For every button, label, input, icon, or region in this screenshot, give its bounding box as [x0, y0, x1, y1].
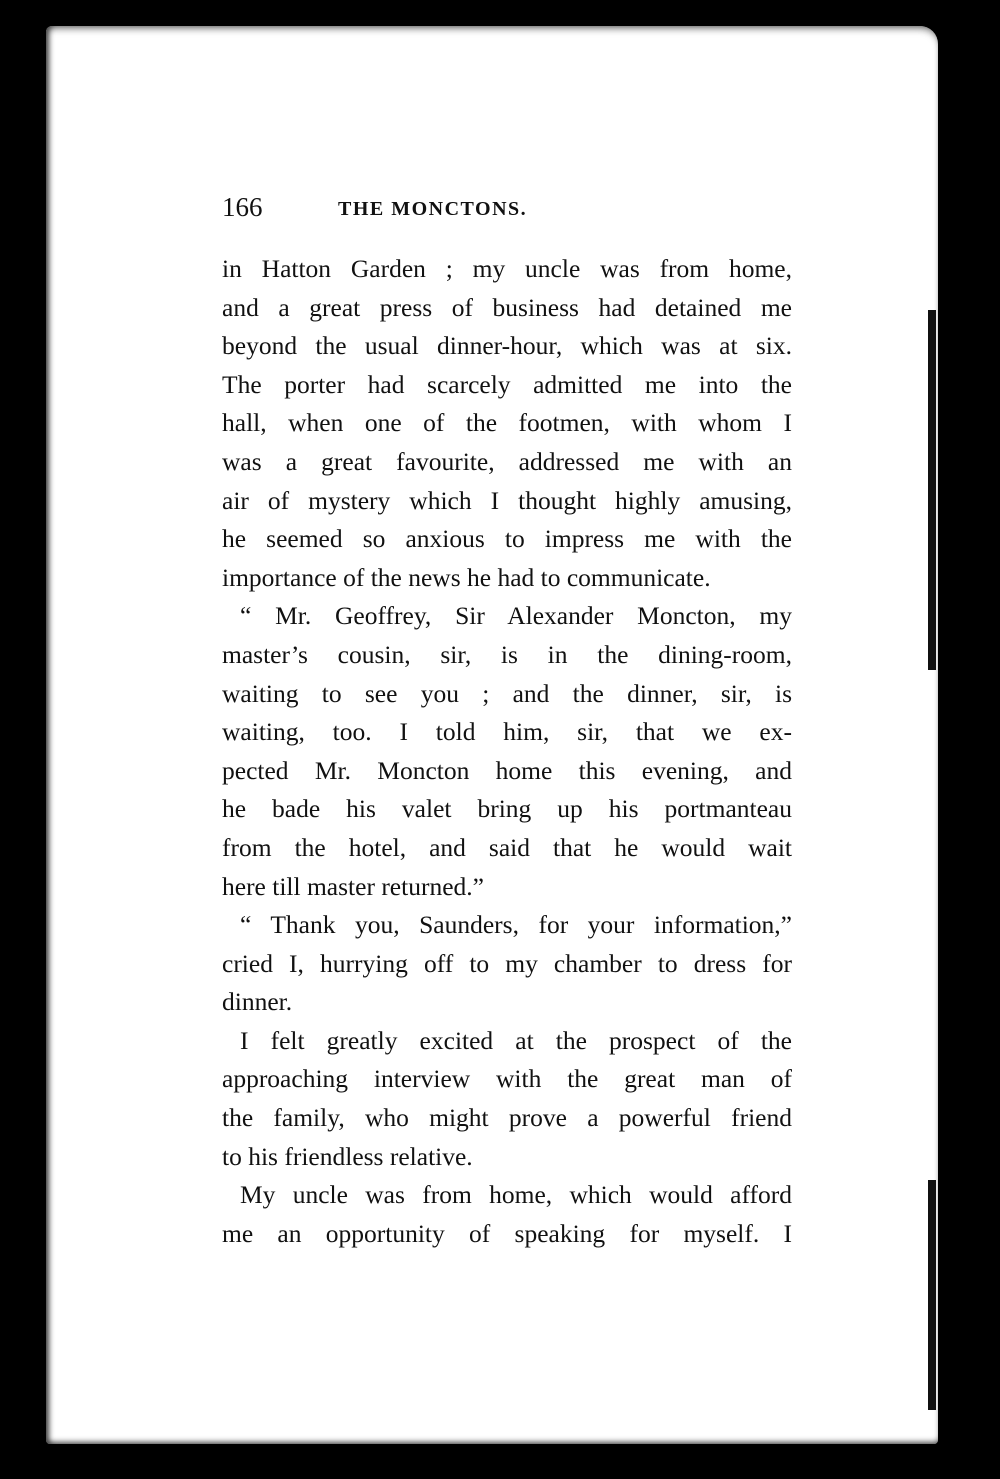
running-title: THE MONCTONS. [338, 198, 528, 220]
text-line: the family, who might prove a powerful friend [222, 1103, 792, 1133]
paragraph [222, 906, 792, 1022]
scan-border [955, 0, 1000, 1479]
text-line: My uncle was from home, which would afford [240, 1180, 792, 1210]
paragraph [222, 1022, 792, 1176]
text-line: in Hatton Garden ; my uncle was from home, [222, 254, 792, 283]
page-number: 166 [222, 192, 263, 222]
text-line: and a great press of business had detained me [222, 292, 792, 322]
paragraph [222, 597, 792, 906]
text-line: me an opportunity of speaking for myself. I [222, 1218, 792, 1248]
page-header [222, 192, 792, 226]
text-line: beyond the usual dinner-hour, which was at six. [222, 331, 792, 361]
text-line: waiting to see you ; and the dinner, sir, is [222, 678, 792, 708]
text-line: was a great favourite, addressed me with an [222, 446, 792, 476]
body-text [222, 250, 792, 1253]
text-line: hall, when one of the footmen, with whom I [222, 408, 792, 438]
text-line: The porter had scarcely admitted me into the [222, 369, 792, 399]
text-line: importance of the news he had to communicate. [222, 562, 711, 592]
scan-edge-shadow [928, 1180, 936, 1410]
text-line: dinner. [222, 987, 293, 1017]
text-line: I felt greatly excited at the prospect of the [240, 1025, 792, 1055]
text-line: approaching interview with the great man of [222, 1064, 792, 1094]
text-line: to his friendless relative. [222, 1141, 473, 1171]
text-line: cried I, hurrying off to my chamber to dress for [222, 948, 792, 978]
paragraph [222, 250, 792, 597]
text-line: “ Mr. Geoffrey, Sir Alexander Moncton, my [240, 601, 792, 631]
text-line: waiting, too. I told him, sir, that we ex- [222, 717, 792, 747]
text-line: pected Mr. Moncton home this evening, and [222, 755, 792, 785]
text-line: from the hotel, and said that he would wait [222, 832, 792, 862]
text-line: “ Thank you, Saunders, for your information,” [240, 910, 792, 940]
paragraph [222, 1176, 792, 1253]
text-line: he seemed so anxious to impress me with the [222, 524, 792, 554]
text-line: he bade his valet bring up his portmanteau [222, 794, 792, 824]
text-line: here till master returned.” [222, 871, 484, 901]
scan-edge-shadow [928, 310, 936, 670]
text-line: master’s cousin, sir, is in the dining-room, [222, 639, 792, 669]
text-line: air of mystery which I thought highly amusing, [222, 485, 792, 515]
